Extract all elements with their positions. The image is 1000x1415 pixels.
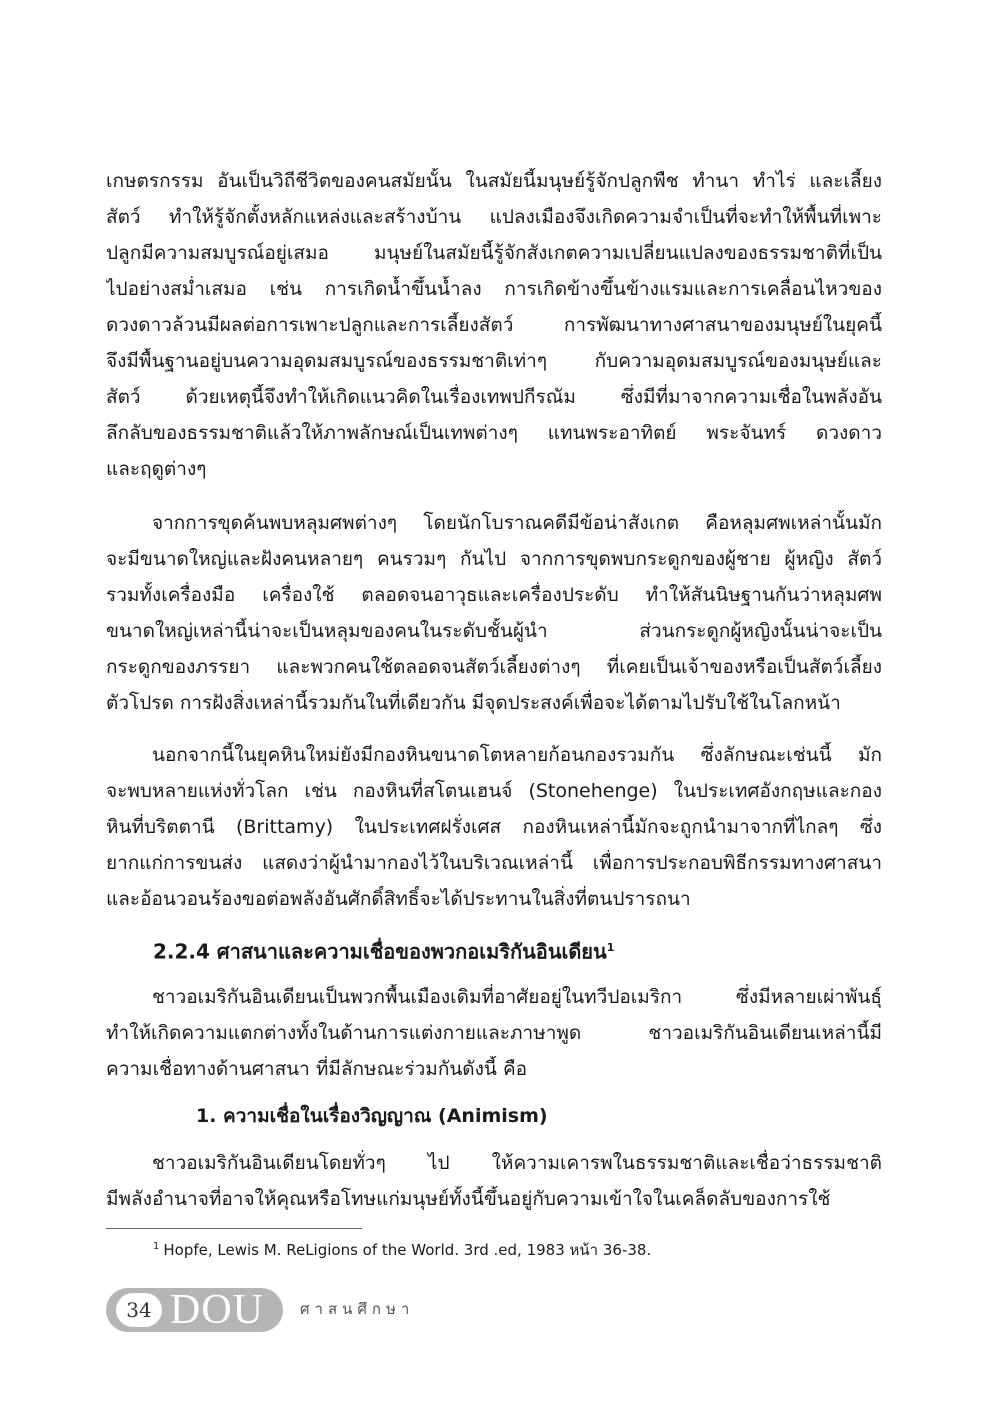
paragraph-3-line-4: ยากแก่การขนส่ง แสดงว่าผู้นำมากองไว้ในบริเวณเหล่านี้ เพื่อการประกอบพิธีกรรมทางศาสนา — [106, 852, 882, 874]
paragraph-5-line-2: มีพลังอำนาจที่อาจให้คุณหรือโทษแก่มนุษย์ทั้งนี้ขึ้นอยู่กับความเข้าใจในเคล็ดลับของการใช้ — [106, 1188, 831, 1210]
paragraph-1-line-5: ดวงดาวล้วนมีผลต่อการเพาะปลูกและการเลี้ยงสัตว์ การพัฒนาทางศาสนาของมนุษย์ในยุคนี้ — [106, 314, 882, 336]
section-heading — [153, 934, 614, 966]
paragraph-1-line-1: เกษตรกรรม อันเป็นวิถีชีวิตของคนสมัยนั้น ในสมัยนี้มนุษย์รู้จักปลูกพืช ทำนา ทำไร่ และเลี้ยง — [106, 170, 882, 192]
dou-logo: DOU — [170, 1287, 264, 1333]
paragraph-4-line-3: ความเชื่อทางด้านศาสนา ที่มีลักษณะร่วมกันดังนี้ คือ — [106, 1058, 528, 1080]
subheading: 1. ความเชื่อในเรื่องวิญญาณ (Animism) — [196, 1105, 548, 1127]
paragraph-2-line-6: ตัวโปรด การฝังสิ่งเหล่านี้รวมกันในที่เดียวกัน มีจุดประสงค์เพื่อจะได้ตามไปรับใช้ในโลกหน้า — [106, 692, 841, 714]
paragraph-4-line-2: ทำให้เกิดความแตกต่างทั้งในด้านการแต่งกายและภาษาพูด ชาวอเมริกันอินเดียนเหล่านี้มี — [106, 1022, 882, 1044]
paragraph-3-line-1: นอกจากนี้ในยุคหินใหม่ยังมีกองหินขนาดโตหลายก้อนกองรวมกัน ซึ่งลักษณะเช่นนี้ มัก — [152, 744, 882, 766]
page-number: 34 — [116, 1293, 162, 1327]
footnote-text: Hopfe, Lewis M. ReLigions of the World. 3rd .ed, 1983 หน้า 36-38. — [163, 1241, 652, 1259]
footnote — [153, 1236, 651, 1261]
paragraph-3-line-5: และอ้อนวอนร้องขอต่อพลังอันศักดิ์สิทธิ์จะได้ประทานในสิ่งที่ตนปรารถนา — [106, 888, 691, 910]
footnote-reference: 1 — [606, 941, 615, 954]
paragraph-4-line-1: ชาวอเมริกันอินเดียนเป็นพวกพื้นเมืองเดิมที่อาศัยอยู่ในทวีปอเมริกา ซึ่งมีหลายเผ่าพันธุ์ — [152, 986, 882, 1008]
footnote-mark: 1 — [153, 1241, 160, 1252]
paragraph-1-line-7: สัตว์ ด้วยเหตุนี้จึงทำให้เกิดแนวคิดในเรื่องเทพปกีรณัม ซึ่งมีที่มาจากความเชื่อในพลังอัน — [106, 386, 882, 408]
paragraph-1-line-3: ปลูกมีความสมบูรณ์อยู่เสมอ มนุษย์ในสมัยนี้รู้จักสังเกตความเปลี่ยนแปลงของธรรมชาติที่เป็น — [106, 242, 882, 264]
paragraph-1-line-9: และฤดูต่างๆ — [106, 458, 207, 480]
paragraph-2-line-3: รวมทั้งเครื่องมือ เครื่องใช้ ตลอดจนอาวุธและเครื่องประดับ ทำให้สันนิษฐานกันว่าหลุมศพ — [106, 584, 882, 606]
paragraph-3-line-3: หินที่บริตตานี (Brittamy) ในประเทศฝรั่งเศส กองหินเหล่านี้มักจะถูกนำมาจากที่ไกลๆ ซึ่ง — [106, 816, 882, 838]
footer-badge — [106, 1288, 283, 1332]
paragraph-2-line-2: จะมีขนาดใหญ่และฝังคนหลายๆ คนรวมๆ กันไป จากการขุดพบกระดูกของผู้ชาย ผู้หญิง สัตว์ — [106, 548, 882, 570]
paragraph-1-line-8: ลึกลับของธรรมชาติแล้วให้ภาพลักษณ์เป็นเทพต่างๆ แทนพระอาทิตย์ พระจันทร์ ดวงดาว — [106, 422, 882, 444]
footnote-divider — [106, 1228, 362, 1229]
course-title: ศาสนศึกษา — [300, 1300, 415, 1318]
paragraph-1-line-2: สัตว์ ทำให้รู้จักตั้งหลักแหล่งและสร้างบ้าน แปลงเมืองจึงเกิดความจำเป็นที่จะทำให้พื้นที่เพาะ — [106, 206, 882, 228]
paragraph-2-line-1: จากการขุดค้นพบหลุมศพต่างๆ โดยนักโบราณคดีมีข้อน่าสังเกต คือหลุมศพเหล่านั้นมัก — [152, 512, 882, 534]
paragraph-1-line-4: ไปอย่างสม่ำเสมอ เช่น การเกิดน้ำขึ้นน้ำลง การเกิดข้างขึ้นข้างแรมและการเคลื่อนไหวของ — [106, 278, 882, 300]
section-heading-text: 2.2.4 ศาสนาและความเชื่อของพวกอเมริกันอินเดียน — [153, 939, 607, 964]
paragraph-2-line-5: กระดูกของภรรยา และพวกคนใช้ตลอดจนสัตว์เลี้ยงต่างๆ ที่เคยเป็นเจ้าของหรือเป็นสัตว์เลี้ยง — [106, 656, 882, 678]
paragraph-1-line-6: จึงมีพื้นฐานอยู่บนความอุดมสมบูรณ์ของธรรมชาติเท่าๆ กับความอุดมสมบูรณ์ของมนุษย์และ — [106, 350, 882, 372]
paragraph-2-line-4: ขนาดใหญ่เหล่านี้น่าจะเป็นหลุมของคนในระดับชั้นผู้นำ ส่วนกระดูกผู้หญิงนั้นน่าจะเป็น — [106, 620, 882, 642]
paragraph-3-line-2: จะพบหลายแห่งทั่วโลก เช่น กองหินที่สโตนเฮนจ์ (Stonehenge) ในประเทศอังกฤษและกอง — [106, 780, 882, 802]
paragraph-5-line-1: ชาวอเมริกันอินเดียนโดยทั่วๆ ไป ให้ความเคารพในธรรมชาติและเชื่อว่าธรรมชาติ — [152, 1152, 882, 1174]
